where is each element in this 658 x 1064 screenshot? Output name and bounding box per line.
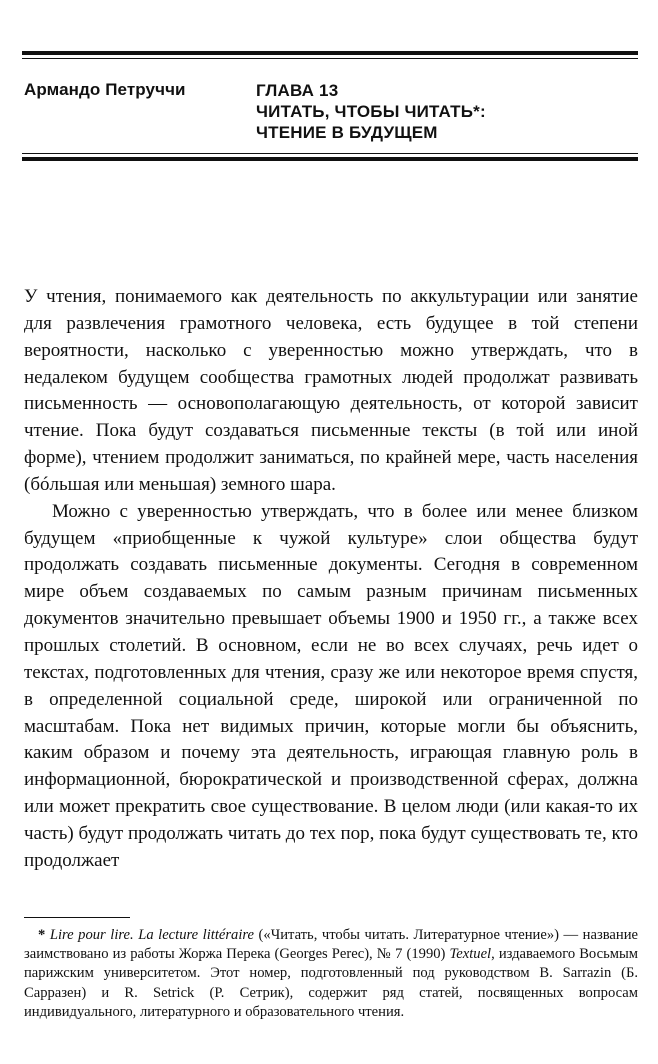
header-rule-top-thin xyxy=(22,58,638,59)
paragraph: Можно с уверенностью утверждать, что в более или менее близком будущем «приобщенные к чужой культуре» слои общества будут продолжать создавать письменные документы. Сегодня в современном мире объем создаваемых по самым разным причинам письменных документов значительно превышает объемы 1900 и 1950 гг., а также всех прошлых столетий. В основном, если не во всех случаях, речь идет о текстах, подготовленных для чтения, сразу же или некоторое время спустя, в определенной социальной среде, широкой или ограниченной по масштабам. Пока нет видимых причин, которые могли бы объяснить, каким образом и почему эта деятельность, играющая главную роль в информационной, бюрократической и производственной сферах, должна или может прекратить свое существование. В целом люди (или какая-то их часть) будут продолжать читать до тех пор, пока будут существовать те, кто продолжает xyxy=(24,500,638,871)
chapter-title-line2: ЧТЕНИЕ В БУДУЩЕМ xyxy=(256,123,438,142)
paragraph: У чтения, понимаемого как деятельность по аккультурации или занятие для развлечения грамотного человека, есть будущее в той степени вероятности, насколько с уверенностью можно утверждать, что в недалеком будущем сообщества грамотных людей продолжат развивать письменность — основополагающую деятельность, от которой зависит чтение. Пока будут создаваться письменные тексты (в той или иной форме), чтением продолжит заниматься, по крайней мере, часть населения (бóльшая или меньшая) земного шара. xyxy=(24,286,638,495)
footnote-text: («Читать, чтобы читать. Литературное чтение») — название заимствовано из работы Жоржа Перека (Georges Perec), № 7 (1990) xyxy=(24,927,639,963)
footnote xyxy=(24,926,638,1022)
header-rule-top-thick xyxy=(22,51,638,55)
footnote-text: , издаваемого Восьмым парижским университетом. Этот номер, подготовленный под руководством B. Sarrazin (Б. Сарразен) и R. Setrick (Р. Сетрик), содержит ряд статей, посвященных вопросам индивидуального, литературного и образовательного чтения. xyxy=(24,946,638,1020)
chapter-number: ГЛАВА 13 xyxy=(256,81,339,100)
author-name: Армандо Петруччи xyxy=(24,80,186,99)
body-text xyxy=(24,284,638,875)
header-rule-bottom-thin xyxy=(22,153,638,154)
chapter-heading xyxy=(256,80,486,143)
chapter-title-line1: ЧИТАТЬ, ЧТОБЫ ЧИТАТЬ*: xyxy=(256,102,486,121)
header-rule-bottom-thick xyxy=(22,157,638,161)
footnote-mark: * xyxy=(38,927,46,943)
footnote-italic-journal: Textuel xyxy=(449,946,492,963)
footnote-italic-title: Lire pour lire. La lecture littéraire xyxy=(49,927,255,943)
footnote-rule xyxy=(24,917,130,918)
